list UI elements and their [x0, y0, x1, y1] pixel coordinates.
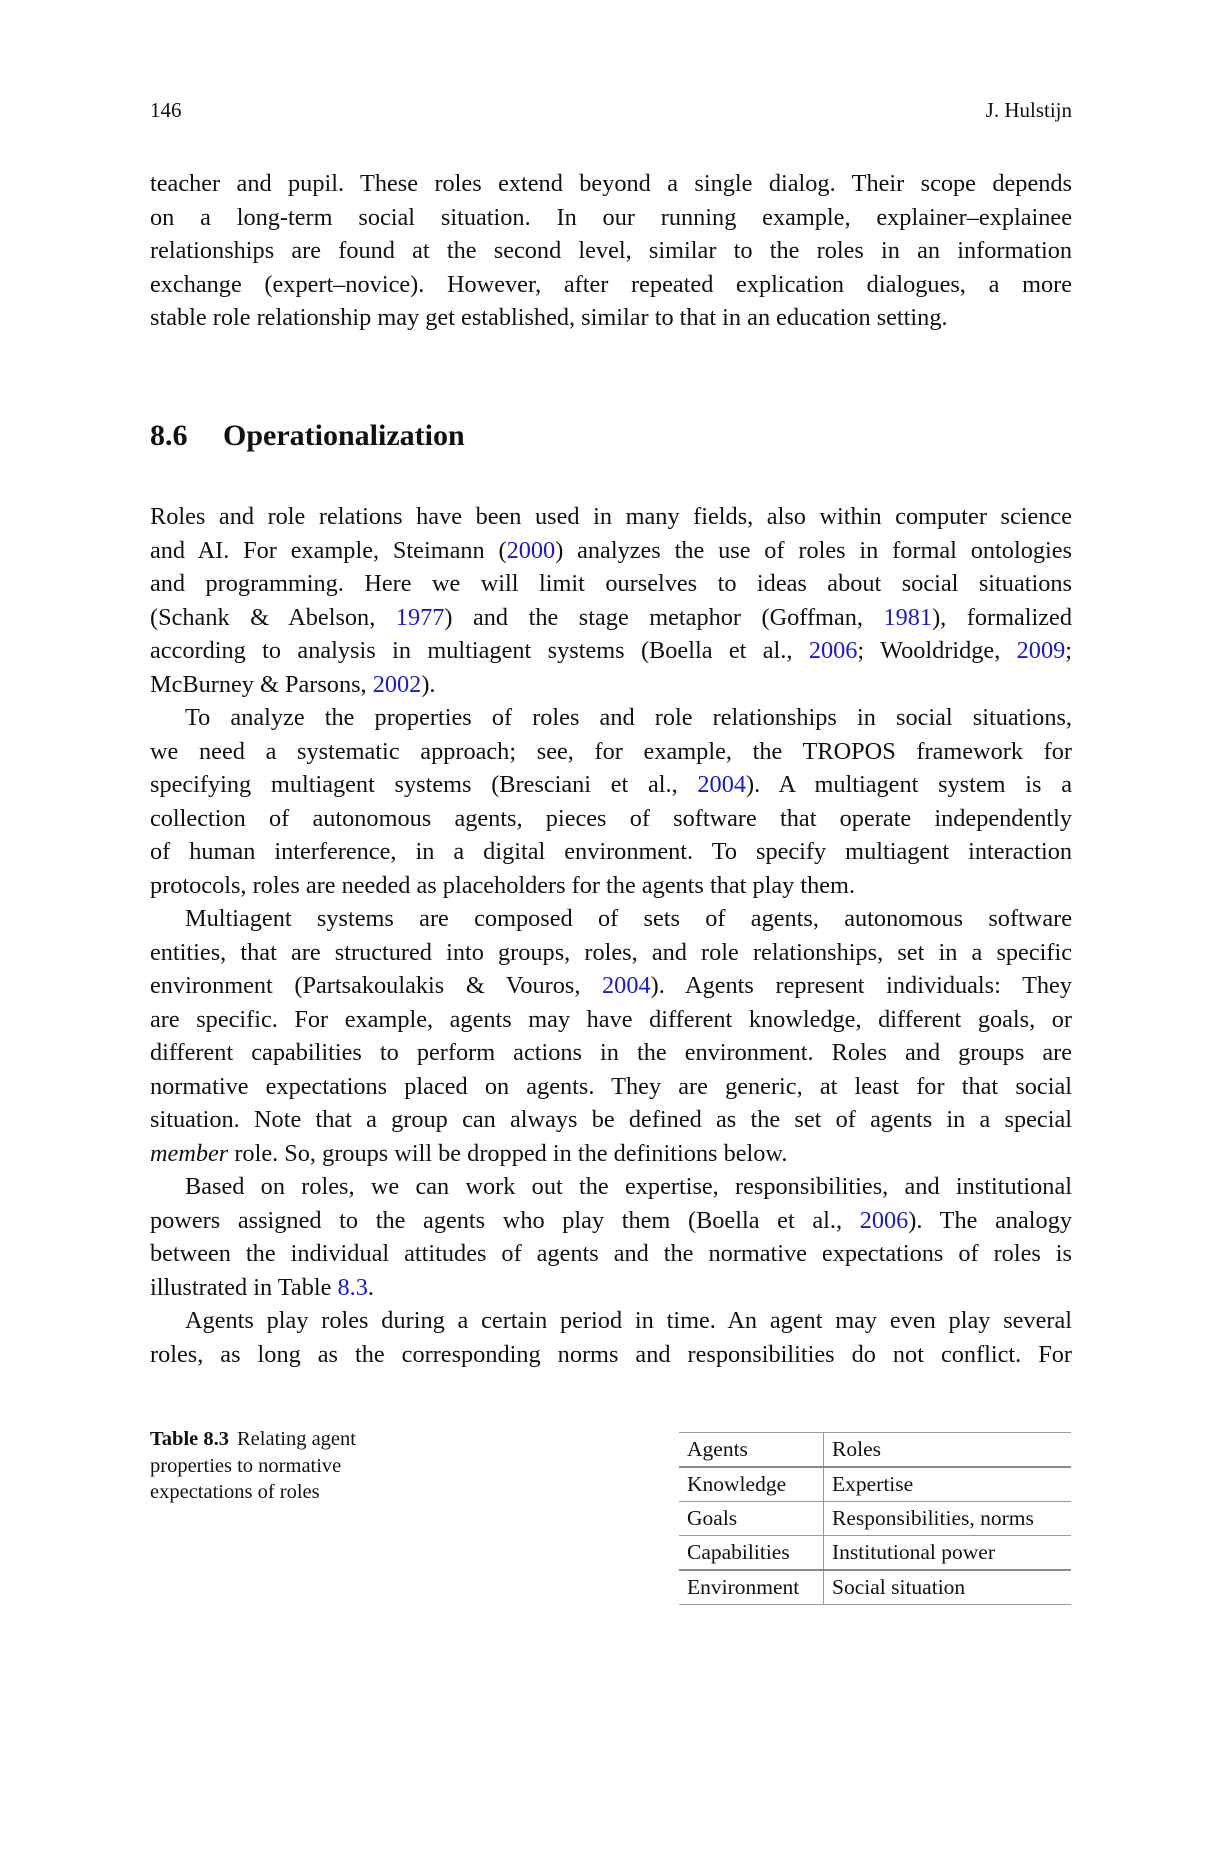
paragraph-intro [150, 167, 1072, 335]
text-run: (Schank & Abelson, [150, 603, 396, 631]
text-line [150, 301, 1072, 335]
text-run: Based on roles, we can work out the expertise, responsibilities, and institutional [185, 1173, 1072, 1200]
text-run: protocols, roles are needed as placeholders for the agents that play them. [150, 871, 856, 899]
text-run: . [367, 1273, 374, 1301]
text-line [150, 268, 1072, 302]
citation-link[interactable]: 2000 [506, 536, 556, 564]
text-line [150, 201, 1072, 235]
text-line [150, 500, 1072, 534]
text-run: powers assigned to the agents who play them (Boella et al., [150, 1206, 860, 1234]
text-run: according to analysis in multiagent systems (Boella et al., [150, 637, 809, 664]
text-run: on a long-term social situation. In our running example, explainer–explainee [150, 203, 1072, 231]
citation-link[interactable]: 1977 [395, 603, 445, 631]
text-run: relationships are found at the second level, similar to the roles in an information [150, 237, 1072, 264]
paragraph-analyze [150, 701, 1072, 902]
paragraph-roles [150, 500, 1072, 701]
text-run: illustrated in Table [150, 1273, 338, 1301]
text-run: ). [421, 670, 436, 698]
text-line [150, 701, 1072, 735]
text-line [150, 735, 1072, 769]
text-run: we need a systematic approach; see, for example, the TROPOS framework for [150, 737, 1072, 765]
text-line [150, 567, 1072, 601]
text-line [150, 167, 1072, 201]
header-roles: Roles [824, 1433, 1072, 1468]
text-line [150, 1070, 1072, 1104]
text-line [150, 835, 1072, 869]
text-run: ; Wooldridge, [857, 637, 1017, 664]
text-run: environment (Partsakoulakis & Vouros, [150, 972, 603, 999]
text-line [150, 802, 1072, 836]
text-run: between the individual attitudes of agents and the normative expectations of roles is [150, 1240, 1072, 1267]
text-line [150, 1204, 1072, 1238]
text-run: and AI. For example, Steimann ( [150, 536, 507, 564]
text-run: role. So, groups will be dropped in the definitions below. [228, 1139, 788, 1167]
text-line [150, 234, 1072, 268]
header-agents: Agents [679, 1433, 824, 1468]
text-line [150, 601, 1072, 635]
text-line [150, 1003, 1072, 1037]
text-line [150, 969, 1072, 1003]
section-number: 8.6 [150, 419, 188, 452]
text-line [150, 936, 1072, 970]
citation-link[interactable]: 2004 [697, 771, 746, 798]
paragraph-multiagent [150, 902, 1072, 1170]
text-run: ; [1065, 637, 1073, 664]
running-head [150, 96, 1072, 124]
paragraph-agents-play [150, 1304, 1072, 1371]
text-line [150, 1304, 1072, 1338]
text-line [150, 768, 1072, 802]
text-run: exchange (expert–novice). However, after repeated explication dialogues, a more [150, 270, 1072, 298]
text-line [150, 1036, 1072, 1070]
text-line [150, 902, 1072, 936]
text-run: ). The analogy [908, 1206, 1073, 1234]
citation-link[interactable]: 2004 [602, 972, 651, 999]
table-row [679, 1467, 1071, 1502]
citation-link[interactable]: 1981 [883, 603, 933, 631]
text-line [150, 1170, 1072, 1204]
text-run: normative expectations placed on agents. They are generic, at least for that social [150, 1072, 1072, 1100]
cell-agent: Environment [679, 1570, 824, 1605]
cell-agent: Goals [679, 1502, 824, 1536]
emphasis-text: member [150, 1139, 229, 1167]
text-line [150, 869, 1072, 903]
text-run: are specific. For example, agents may have different knowledge, different goals, or [150, 1005, 1072, 1033]
text-line [150, 668, 1072, 702]
text-run: ), formalized [932, 603, 1072, 631]
text-run: ). Agents represent individuals: They [650, 972, 1072, 999]
table-caption-text: Relating agent properties to normative expectations of roles [150, 1428, 356, 1503]
text-run: and programming. Here we will limit ourselves to ideas about social situations [150, 570, 1072, 597]
text-line [150, 1338, 1072, 1372]
text-line [150, 1237, 1072, 1271]
table-caption-label: Table 8.3 [150, 1428, 229, 1450]
text-run: of human interference, in a digital environment. To specify multiagent interaction [150, 838, 1072, 865]
text-run: To analyze the properties of roles and role relationships in social situations, [185, 704, 1072, 731]
text-run: specifying multiagent systems (Bresciani et al., [150, 771, 698, 798]
text-run: situation. Note that a group can always be defined as the set of agents in a special [150, 1106, 1072, 1133]
cell-agent: Capabilities [679, 1536, 824, 1571]
running-author: J. Hulstijn [985, 98, 1072, 122]
text-run: roles, as long as the corresponding norms and responsibilities do not conflict. For [150, 1340, 1072, 1368]
citation-link[interactable]: 2006 [808, 637, 858, 664]
text-line [150, 1271, 1072, 1305]
text-run: Roles and role relations have been used in many fields, also within computer science [150, 503, 1072, 530]
paragraph-based-on-roles [150, 1170, 1072, 1304]
text-run: ) and the stage metaphor (Goffman, [444, 603, 884, 631]
text-run: entities, that are structured into groups, roles, and role relationships, set in a specific [150, 938, 1072, 966]
section-heading [150, 418, 465, 454]
page-number: 146 [150, 98, 182, 122]
text-line [150, 634, 1072, 668]
text-run: Multiagent systems are composed of sets of agents, autonomous software [185, 905, 1072, 932]
text-line [150, 534, 1072, 568]
cell-role: Responsibilities, norms [824, 1502, 1072, 1536]
text-run: Agents play roles during a certain period in time. An agent may even play several [185, 1307, 1072, 1334]
table-row [679, 1570, 1071, 1605]
citation-link[interactable]: 2002 [372, 670, 422, 698]
text-run: ). A multiagent system is a [746, 771, 1072, 798]
table-row [679, 1536, 1071, 1571]
text-run: collection of autonomous agents, pieces of software that operate independently [150, 804, 1072, 832]
text-run: McBurney & Parsons, [150, 670, 373, 698]
text-run: ) analyzes the use of roles in formal ontologies [555, 536, 1072, 564]
section-title: Operationalization [223, 419, 465, 452]
agent-role-table [679, 1432, 1071, 1605]
cell-agent: Knowledge [679, 1467, 824, 1502]
cell-role: Institutional power [824, 1536, 1072, 1571]
table-row [679, 1502, 1071, 1536]
cell-role: Expertise [824, 1467, 1072, 1502]
cell-role: Social situation [824, 1570, 1072, 1605]
citation-link[interactable]: 2006 [859, 1206, 909, 1234]
text-run: stable role relationship may get established, similar to that in an education setting. [150, 304, 948, 331]
text-line [150, 1103, 1072, 1137]
citation-link[interactable]: 2009 [1016, 637, 1066, 664]
text-run: teacher and pupil. These roles extend beyond a single dialog. Their scope depends [150, 170, 1072, 197]
text-run: different capabilities to perform actions in the environment. Roles and groups are [150, 1039, 1072, 1066]
table-header-row [679, 1433, 1071, 1468]
text-line [150, 1137, 1072, 1171]
table-caption [150, 1426, 410, 1506]
citation-link[interactable]: 8.3 [337, 1273, 368, 1301]
